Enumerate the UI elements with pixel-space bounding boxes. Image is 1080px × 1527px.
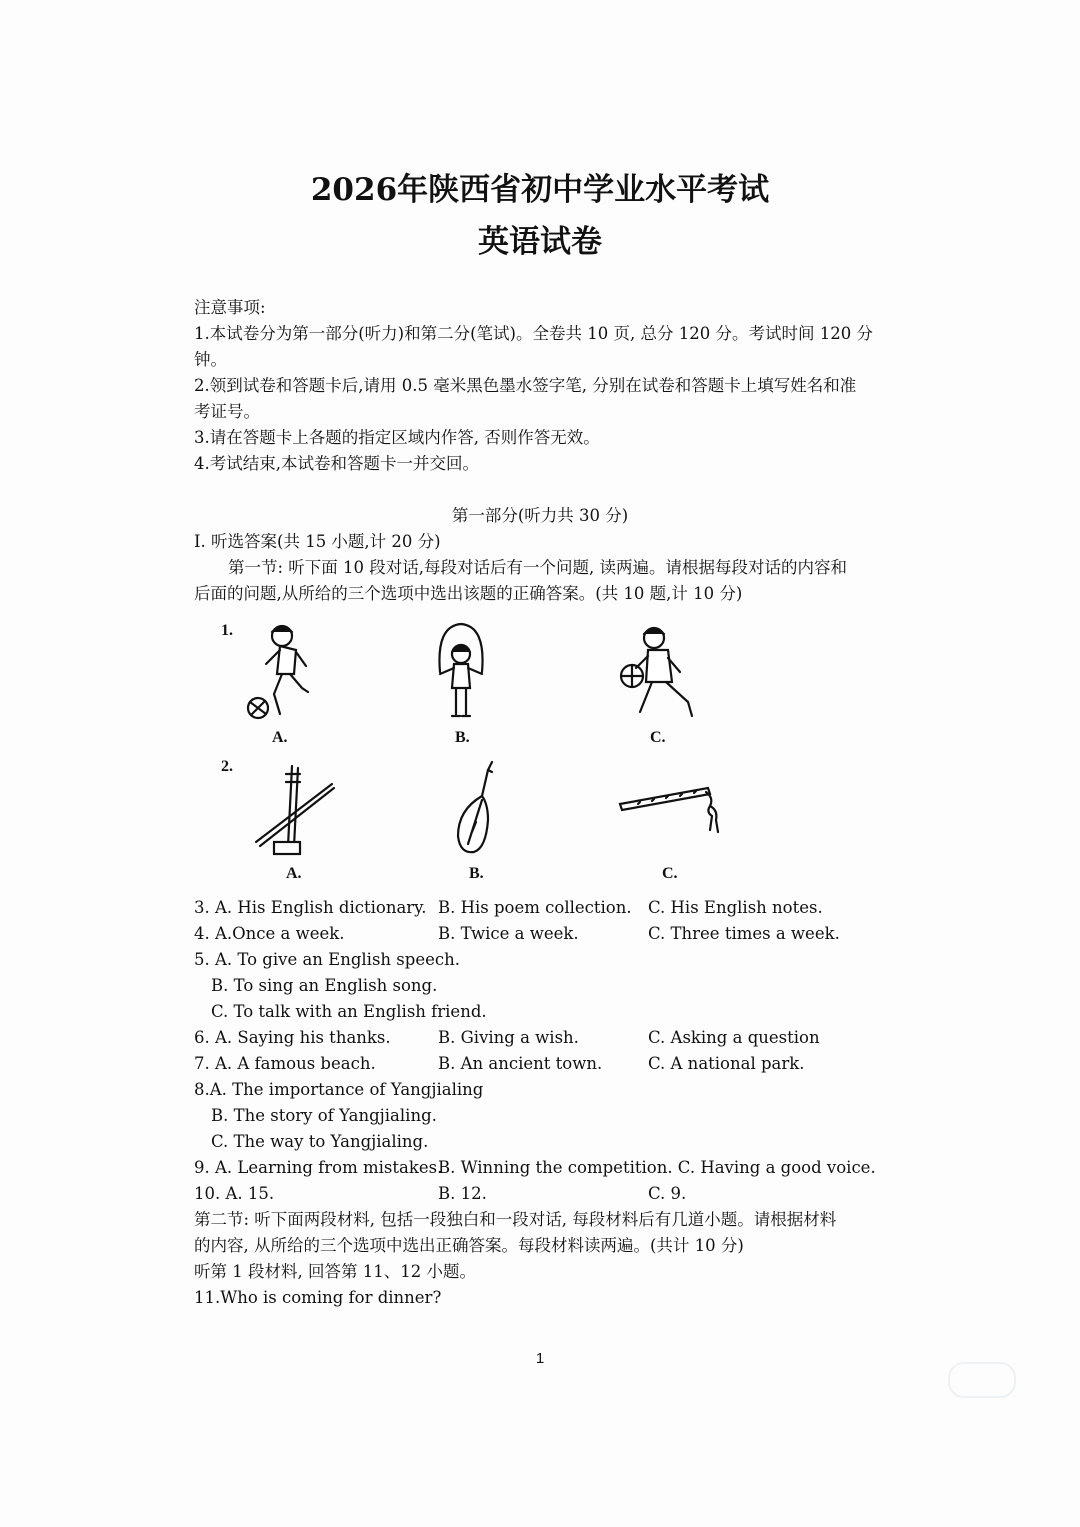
- note-line: 钟。: [194, 350, 227, 369]
- girl-jumping-rope-icon: [432, 622, 490, 722]
- option-label-c: C.: [650, 729, 666, 746]
- question-option-a: 10. A. 15.: [194, 1184, 275, 1203]
- section2-intro: 第二节: 听下面两段材料, 包括一段独白和一段对话, 每段材料后有几道小题。请根据材料: [194, 1210, 837, 1229]
- question-option-a: 8.A. The importance of Yangjialing: [194, 1080, 484, 1099]
- exam-subtitle: 英语试卷: [478, 224, 602, 260]
- section1-intro: 后面的问题,从所给的三个选项中选出该题的正确答案。(共 10 题,计 10 分): [194, 584, 743, 603]
- question-option-b: B. To sing an English song.: [211, 976, 438, 995]
- note-line: 考证号。: [194, 402, 260, 421]
- boy-kicking-football-icon: [244, 622, 316, 722]
- question-option-b: B. Twice a week.: [438, 924, 579, 943]
- question-option-c: C. His English notes.: [648, 898, 823, 917]
- erhu-icon: [252, 762, 336, 856]
- note-line: 1.本试卷分为第一部分(听力)和第二分(笔试)。全卷共 10 页, 总分 120 分。考试时间 120 分: [194, 324, 873, 343]
- question-number: 1.: [221, 622, 233, 639]
- question-option-a: 4. A.Once a week.: [194, 924, 345, 943]
- question-option-a: 9. A. Learning from mistakes.: [194, 1158, 443, 1177]
- option-label-b: B.: [455, 729, 470, 746]
- option-label-b: B.: [469, 865, 484, 882]
- question-option-c: C. Asking a question: [648, 1028, 820, 1047]
- pipa-icon: [452, 760, 498, 856]
- question-option-c: C. The way to Yangjialing.: [211, 1132, 429, 1151]
- question-option-b: B. Giving a wish.: [438, 1028, 579, 1047]
- notes-heading: 注意事项:: [194, 298, 266, 317]
- note-line: 3.请在答题卡上各题的指定区域内作答, 否则作答无效。: [194, 428, 600, 447]
- question-option-b: B. 12.: [438, 1184, 487, 1203]
- question-11: 11.Who is coming for dinner?: [194, 1288, 442, 1307]
- question-option-c: C. Three times a week.: [648, 924, 840, 943]
- note-line: 4.考试结束,本试卷和答题卡一并交回。: [194, 454, 479, 473]
- question-option-b: B. Winning the competition. C. Having a good voice.: [438, 1158, 876, 1177]
- page-number: 1: [535, 1350, 545, 1367]
- question-option-b: B. His poem collection.: [438, 898, 632, 917]
- question-option-c: C. 9.: [648, 1184, 687, 1203]
- exam-title: 2026年陕西省初中学业水平考试: [310, 172, 770, 208]
- question-option-a: 5. A. To give an English speech.: [194, 950, 460, 969]
- section1-title: I. 听选答案(共 15 小题,计 20 分): [194, 532, 441, 551]
- question-option-a: 7. A. A famous beach.: [194, 1054, 376, 1073]
- question-option-c: C. To talk with an English friend.: [211, 1002, 487, 1021]
- option-label-a: A.: [286, 865, 302, 882]
- boy-dribbling-basketball-icon: [618, 622, 698, 722]
- section2-intro: 的内容, 从所给的三个选项中选出正确答案。每段材料读两遍。(共计 10 分): [194, 1236, 744, 1255]
- option-label-a: A.: [272, 729, 288, 746]
- section1-intro: 第一节: 听下面 10 段对话,每段对话后有一个问题, 读两遍。请根据每段对话的内容和: [228, 558, 848, 577]
- note-line: 2.领到试卷和答题卡后,请用 0.5 毫米黑色墨水签字笔, 分别在试卷和答题卡上填写姓名和准: [194, 376, 857, 395]
- option-label-c: C.: [662, 865, 678, 882]
- question-option-a: 3. A. His English dictionary.: [194, 898, 427, 917]
- question-option-b: B. The story of Yangjialing.: [211, 1106, 437, 1125]
- part1-heading: 第一部分(听力共 30 分): [451, 506, 629, 525]
- section2-instruction: 听第 1 段材料, 回答第 11、12 小题。: [194, 1262, 476, 1281]
- watermark-logo: [948, 1362, 1016, 1398]
- question-number: 2.: [221, 758, 233, 775]
- question-option-c: C. A national park.: [648, 1054, 805, 1073]
- question-option-a: 6. A. Saying his thanks.: [194, 1028, 391, 1047]
- flute-icon: [618, 780, 722, 836]
- question-option-b: B. An ancient town.: [438, 1054, 603, 1073]
